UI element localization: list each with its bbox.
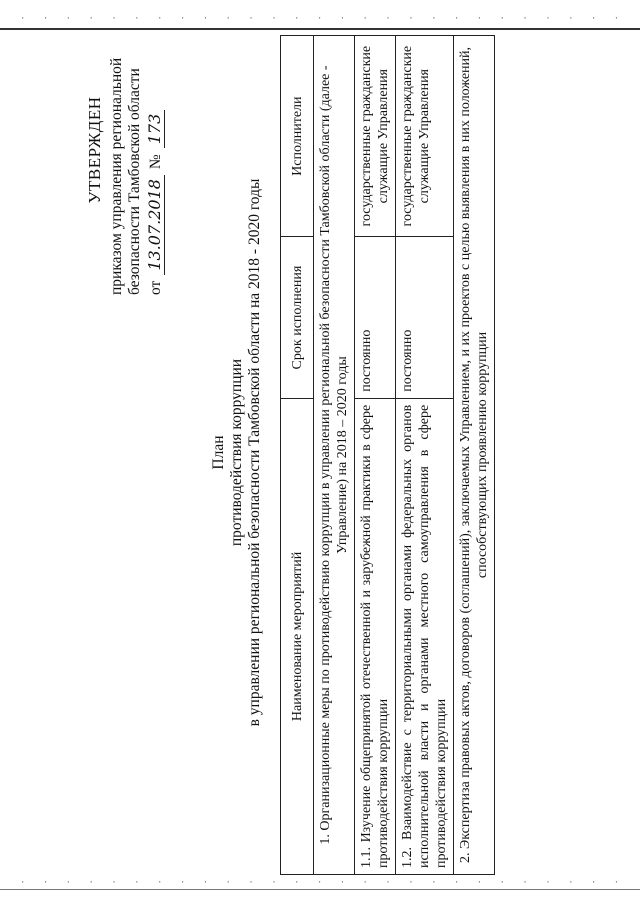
approval-block <box>86 5 165 295</box>
table-header-row <box>281 36 314 875</box>
table-row <box>396 36 454 875</box>
row-2-activity: 1.2. Взаимодействие с территориальными органами федеральных органов исполнительной власти и органами местного самоуправления в сфере противодействия коррупции <box>396 398 454 874</box>
row-1-activity: 1.1. Изучение общепринятой отечественной и зарубежной практики в сфере противодействия коррупции <box>355 398 396 874</box>
header-activities: Наименование мероприятий <box>281 398 314 874</box>
section-row-1 <box>314 36 355 875</box>
section-row-2 <box>454 36 495 875</box>
plan-title: План <box>210 435 227 470</box>
section-2-title: 2. Экспертиза правовых актов, договоров (соглашений), заключаемых Управлением, и их проектов с целью выявления в них положений, способствующих проявлению коррупции <box>454 36 495 875</box>
plan-subtitle: противодействия коррупции <box>228 358 245 547</box>
approval-number-handwritten: 173 <box>146 110 165 149</box>
row-2-term: постоянно <box>396 237 454 398</box>
scan-marks-top: · · · · · · · · · · · · · · · · · · · · · · · · · · · <box>20 14 626 24</box>
scan-marks-bottom: · · · · · · · · · · · · · · · · · · · · · · · · · · · <box>20 878 626 888</box>
header-term: Срок исполнения <box>281 237 314 398</box>
row-1-term: постоянно <box>355 237 396 398</box>
section-1-title: 1. Организационные меры по противодействию коррупции в управлении региональной безопасности Тамбовской области (далее - Управление) на 2018 – 2020 годы <box>314 36 355 875</box>
row-1-executor: государственные гражданские служащие Управления <box>355 36 396 237</box>
row-2-executor: государственные гражданские служащие Управления <box>396 36 454 237</box>
approval-date-number <box>146 5 165 295</box>
plan-subtitle-2: в управлении региональной безопасности Тамбовской области на 2018 - 2020 годы <box>246 178 263 727</box>
approval-from-label: от <box>147 280 164 295</box>
plan-table <box>280 35 495 875</box>
approval-date-handwritten: 13.07.2018 <box>146 175 165 275</box>
approval-number-sign: № <box>147 154 164 170</box>
table-row <box>355 36 396 875</box>
plan-title-block <box>210 40 264 865</box>
approval-line-2: безопасности Тамбовской области <box>126 68 143 295</box>
approval-line-1: приказом управления региональной <box>108 57 125 295</box>
header-executors: Исполнители <box>281 36 314 237</box>
approval-heading: УТВЕРЖДЕН <box>85 96 104 204</box>
